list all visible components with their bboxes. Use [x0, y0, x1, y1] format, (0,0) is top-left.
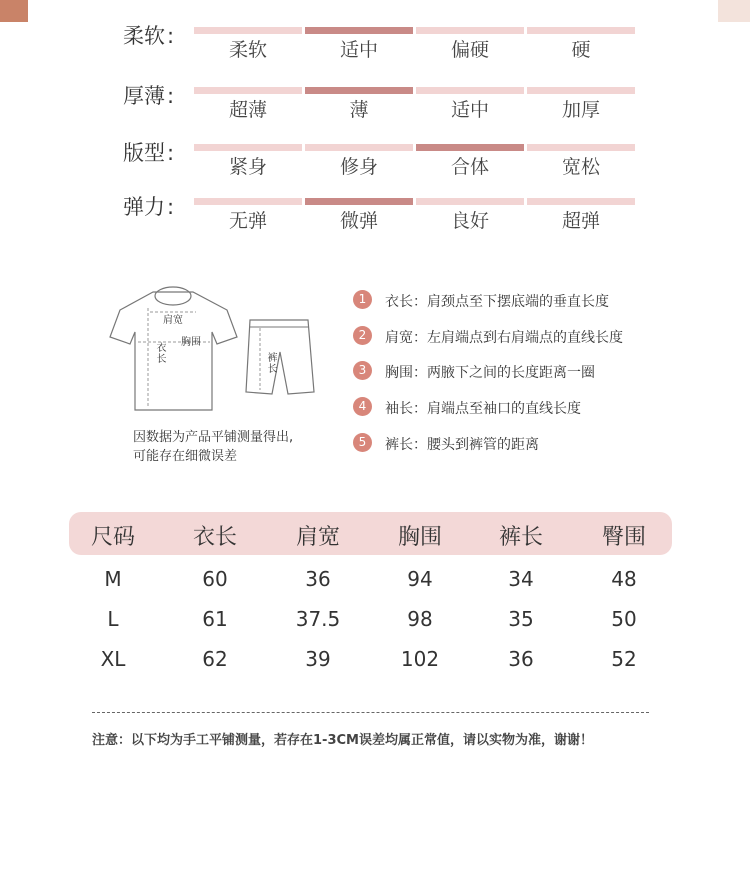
scale-option: 薄	[305, 80, 413, 130]
legend-item: 3 胸围：两腋下之间的长度距离一圈	[353, 361, 733, 383]
table-row: L 61 37.5 98 35 50	[107, 607, 637, 631]
scale-option: 硬	[527, 20, 635, 70]
attribute-scale	[194, 191, 636, 241]
column-header: 裤长	[498, 525, 543, 550]
measurement-note: 因数据为产品平铺测量得出, 可能存在细微误差	[133, 430, 294, 464]
attribute-scale	[194, 20, 636, 70]
column-header: 尺码	[90, 525, 135, 550]
attribute-label: 版型:	[123, 141, 175, 165]
legend-item: 4 袖长：肩端点至袖口的直线长度	[353, 397, 733, 419]
scale-option: 良好	[416, 191, 524, 241]
legend-item: 1 衣长：肩颈点至下摆底端的垂直长度	[353, 290, 733, 312]
attribute-row-fit	[0, 137, 750, 187]
diagram-label-chest: 胸围	[181, 337, 201, 348]
table-row: XL 62 39 102 36 52	[100, 647, 637, 671]
attribute-label: 厚薄:	[123, 84, 175, 108]
attribute-label: 柔软:	[123, 24, 175, 48]
footnote: 注意：以下均为手工平铺测量，若存在1-3CM误差均属正常值，请以实物为准，谢谢！	[92, 733, 593, 748]
size-table-header	[69, 512, 672, 555]
column-header: 胸围	[397, 525, 442, 550]
diagram-label-pants-length: 裤长	[265, 352, 276, 374]
scale-option: 紧身	[194, 137, 302, 187]
legend-item: 2 肩宽：左肩端点到右肩端点的直线长度	[353, 326, 733, 348]
scale-option: 适中	[305, 20, 413, 70]
corner-decoration-left	[0, 0, 28, 22]
column-header: 衣长	[192, 525, 237, 550]
column-header: 臀围	[601, 525, 646, 550]
attribute-scale	[194, 137, 636, 187]
scale-option: 超薄	[194, 80, 302, 130]
scale-option: 适中	[416, 80, 524, 130]
diagram-label-shoulder: 肩宽	[163, 315, 183, 326]
corner-decoration-right	[718, 0, 750, 22]
scale-option: 宽松	[527, 137, 635, 187]
attribute-scale	[194, 80, 636, 130]
scale-option: 合体	[416, 137, 524, 187]
scale-option: 超弹	[527, 191, 635, 241]
attribute-row-softness	[0, 20, 750, 70]
garment-diagram	[100, 282, 345, 422]
attribute-row-thickness	[0, 80, 750, 130]
diagram-label-length: 衣长	[154, 342, 165, 364]
column-header: 肩宽	[295, 525, 340, 550]
dashed-divider	[92, 712, 649, 713]
attribute-label: 弹力:	[123, 195, 175, 219]
tshirt-shorts-illustration	[100, 282, 345, 422]
legend-item: 5 裤长：腰头到裤管的距离	[353, 433, 733, 455]
table-row: M 60 36 94 34 48	[104, 567, 637, 591]
scale-option: 加厚	[527, 80, 635, 130]
scale-option: 柔软	[194, 20, 302, 70]
scale-option: 无弹	[194, 191, 302, 241]
scale-option: 微弹	[305, 191, 413, 241]
attribute-row-elasticity	[0, 191, 750, 241]
scale-option: 偏硬	[416, 20, 524, 70]
scale-option: 修身	[305, 137, 413, 187]
